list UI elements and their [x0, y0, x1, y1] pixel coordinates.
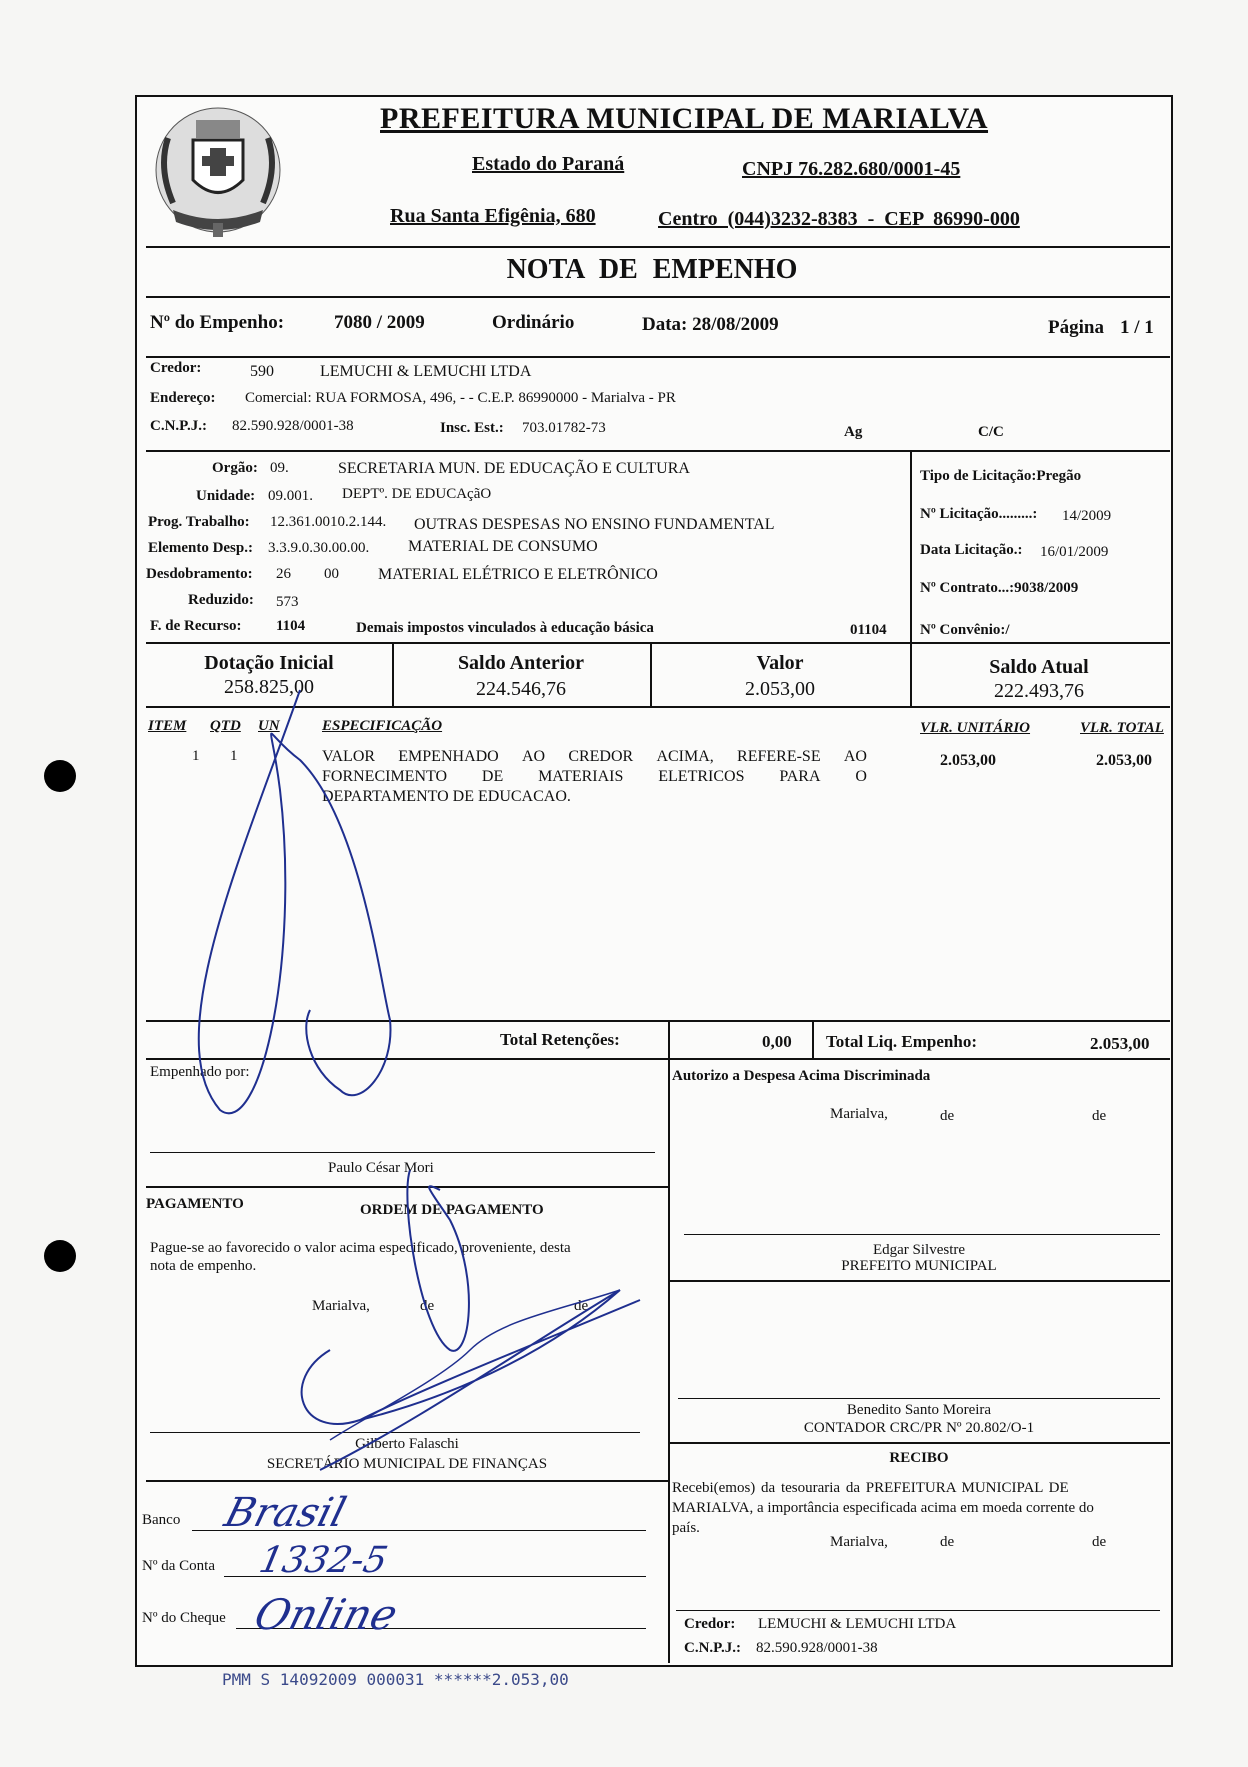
banco-handwritten: Brasil: [219, 1490, 351, 1536]
item-spec-line2: FORNECIMENTO DE MATERIAIS ELETRICOS PARA O: [322, 768, 867, 785]
pagamento-city: Marialva,: [312, 1298, 370, 1314]
desdob-sub: 00: [324, 566, 339, 582]
insc-label: Insc. Est.:: [440, 420, 504, 436]
recurso-code: 1104: [276, 618, 306, 634]
recurso-name: Demais impostos vinculados à educação básica: [356, 620, 654, 636]
secretario-title: SECRETÁRIO MUNICIPAL DE FINANÇAS: [266, 1456, 548, 1472]
col-especificacao: ESPECIFICAÇÃO: [322, 718, 443, 734]
col-vlr-total: VLR. TOTAL: [1080, 720, 1164, 736]
prog-name: OUTRAS DESPESAS NO ENSINO FUNDAMENTAL: [414, 516, 775, 533]
cheque-label: Nº do Cheque: [142, 1610, 226, 1626]
empenho-date: Data: 28/08/2009: [642, 314, 779, 335]
header-contact: Centro (044)3232-8383 - CEP 86990-000: [658, 208, 1020, 230]
cnpj-value: 82.590.928/0001-38: [232, 418, 354, 434]
recurso-ref: 01104: [850, 622, 887, 638]
pagamento-de1: de: [420, 1298, 435, 1314]
ag-label: Ag: [844, 424, 863, 440]
item-spec-line1: VALOR EMPENHADO AO CREDOR ACIMA, REFERE-SE AO: [322, 748, 867, 765]
orgao-code: 09.: [270, 460, 289, 476]
convenio: Nº Convênio:/: [920, 622, 1010, 638]
ordem-pagamento-label: ORDEM DE PAGAMENTO: [360, 1202, 544, 1218]
banco-label: Banco: [142, 1512, 181, 1528]
reduzido-value: 573: [276, 594, 299, 610]
col-item: ITEM: [148, 718, 187, 734]
recibo-de2: de: [1092, 1534, 1107, 1550]
empenhado-name: Paulo César Mori: [328, 1160, 434, 1176]
cnpj-header: CNPJ 76.282.680/0001-45: [742, 158, 961, 180]
insc-value: 703.01782-73: [522, 420, 606, 436]
cnpj-label: C.N.P.J.:: [150, 418, 207, 434]
contador-title: CONTADOR CRC/PR Nº 20.802/O-1: [803, 1420, 1035, 1436]
orgao-name: SECRETARIA MUN. DE EDUCAÇÃO E CULTURA: [338, 460, 690, 477]
dotacao-value: 258.825,00: [224, 676, 314, 698]
prog-label: Prog. Trabalho:: [148, 514, 250, 530]
state-label: Estado do Paraná: [472, 153, 625, 175]
recibo-de1: de: [940, 1534, 955, 1550]
valor-label: Valor: [756, 652, 804, 674]
total-liq-label: Total Liq. Empenho:: [826, 1032, 977, 1051]
unidade-label: Unidade:: [196, 488, 256, 504]
autorizo-de2: de: [1092, 1108, 1107, 1124]
credor-label: Credor:: [150, 360, 202, 376]
col-un: UN: [258, 718, 280, 734]
saldo-atual-label: Saldo Atual: [989, 656, 1089, 678]
page-number: 1 / 1: [1120, 317, 1154, 338]
licitacao-data: 16/01/2009: [1040, 544, 1109, 560]
elemento-label: Elemento Desp.:: [148, 540, 253, 556]
elemento-code: 3.3.9.0.30.00.00.: [268, 540, 370, 556]
header-address: Rua Santa Efigênia, 680: [390, 205, 596, 227]
document-title: NOTA DE EMPENHO: [506, 254, 798, 285]
page-title: PREFEITURA MUNICIPAL DE MARIALVA: [380, 102, 989, 135]
secretario-name: Gilberto Falaschi: [355, 1436, 459, 1452]
recibo-text-2: MARIALVA, a importância especificada acima em moeda corrente do: [672, 1500, 1094, 1516]
col-qtd: QTD: [210, 718, 241, 734]
desdob-code: 26: [276, 566, 291, 582]
saldo-anterior-value: 224.546,76: [476, 678, 566, 700]
item-spec-line3: DEPARTAMENTO DE EDUCACAO.: [322, 788, 571, 805]
prog-code: 12.361.0010.2.144.: [270, 514, 387, 530]
autorizo-city: Marialva,: [830, 1106, 888, 1122]
reduzido-label: Reduzido:: [188, 592, 254, 608]
pagamento-text-1: Pague-se ao favorecido o valor acima especificado, proveniente, desta: [150, 1240, 571, 1256]
contrato: Nº Contrato...:9038/2009: [920, 580, 1079, 596]
credor-code: 590: [250, 363, 274, 380]
item-qtd: 1: [230, 748, 238, 764]
licitacao-numero: 14/2009: [1062, 508, 1112, 524]
valor-value: 2.053,00: [745, 678, 815, 700]
recibo-credor-value: LEMUCHI & LEMUCHI LTDA: [758, 1616, 957, 1632]
item-total-value: 2.053,00: [1096, 752, 1152, 769]
item-number: 1: [192, 748, 200, 764]
recurso-label: F. de Recurso:: [150, 618, 242, 634]
saldo-anterior-label: Saldo Anterior: [457, 652, 585, 674]
saldo-atual-value: 222.493,76: [994, 680, 1084, 702]
desdob-label: Desdobramento:: [146, 566, 253, 582]
credor-name: LEMUCHI & LEMUCHI LTDA: [320, 363, 532, 380]
address-label: Endereço:: [150, 390, 216, 406]
retencoes-value: 0,00: [762, 1032, 792, 1051]
cheque-handwritten: Online: [249, 1590, 403, 1639]
elemento-name: MATERIAL DE CONSUMO: [408, 538, 598, 555]
desdob-name: MATERIAL ELÉTRICO E ELETRÔNICO: [378, 566, 658, 583]
recibo-text-1: Recebi(emos) da tesouraria da PREFEITURA MUNICIPAL DE: [672, 1480, 1069, 1496]
pagamento-text-2: nota de empenho.: [150, 1258, 257, 1274]
recibo-city: Marialva,: [830, 1534, 888, 1550]
item-unit-value: 2.053,00: [940, 752, 996, 769]
pagamento-label: PAGAMENTO: [146, 1196, 244, 1212]
contador-name: Benedito Santo Moreira: [846, 1402, 992, 1418]
page-label: Página: [1048, 317, 1104, 338]
recibo-cnpj-label: C.N.P.J.:: [684, 1640, 741, 1656]
prefeito-name: Edgar Silvestre: [872, 1242, 966, 1258]
pagamento-de2: de: [574, 1298, 589, 1314]
unidade-name: DEPTº. DE EDUCAçãO: [342, 486, 492, 502]
recibo-title: RECIBO: [889, 1450, 949, 1466]
recibo-text-3: país.: [672, 1520, 700, 1536]
col-vlr-unitario: VLR. UNITÁRIO: [920, 720, 1031, 736]
prefeito-title: PREFEITO MUNICIPAL: [841, 1258, 997, 1274]
retencoes-label: Total Retenções:: [500, 1030, 620, 1049]
unidade-code: 09.001.: [268, 488, 313, 504]
licitacao-data-label: Data Licitação.:: [920, 542, 1023, 558]
cc-label: C/C: [978, 424, 1004, 440]
conta-label: Nº da Conta: [142, 1558, 215, 1574]
orgao-label: Orgão:: [212, 460, 258, 476]
payment-stamp: PMM S 14092009 000031 ******2.053,00: [222, 1670, 569, 1689]
autorizo-de1: de: [940, 1108, 955, 1124]
dotacao-label: Dotação Inicial: [204, 652, 334, 674]
licitacao-tipo: Tipo de Licitação:Pregão: [920, 468, 1082, 484]
empenho-type: Ordinário: [492, 312, 575, 333]
empenho-number: 7080 / 2009: [334, 312, 425, 333]
total-liq-value: 2.053,00: [1090, 1034, 1150, 1053]
empenhado-label: Empenhado por:: [150, 1064, 250, 1080]
conta-handwritten: 1332-5: [255, 1540, 392, 1581]
address-value: Comercial: RUA FORMOSA, 496, - - C.E.P. 86990000 - Marialva - PR: [245, 390, 676, 406]
empenho-label: Nº do Empenho:: [150, 312, 285, 333]
recibo-cnpj-value: 82.590.928/0001-38: [756, 1640, 878, 1656]
recibo-credor-label: Credor:: [684, 1616, 736, 1632]
autorizo-label: Autorizo a Despesa Acima Discriminada: [672, 1068, 931, 1084]
licitacao-numero-label: Nº Licitação.........:: [920, 506, 1038, 522]
